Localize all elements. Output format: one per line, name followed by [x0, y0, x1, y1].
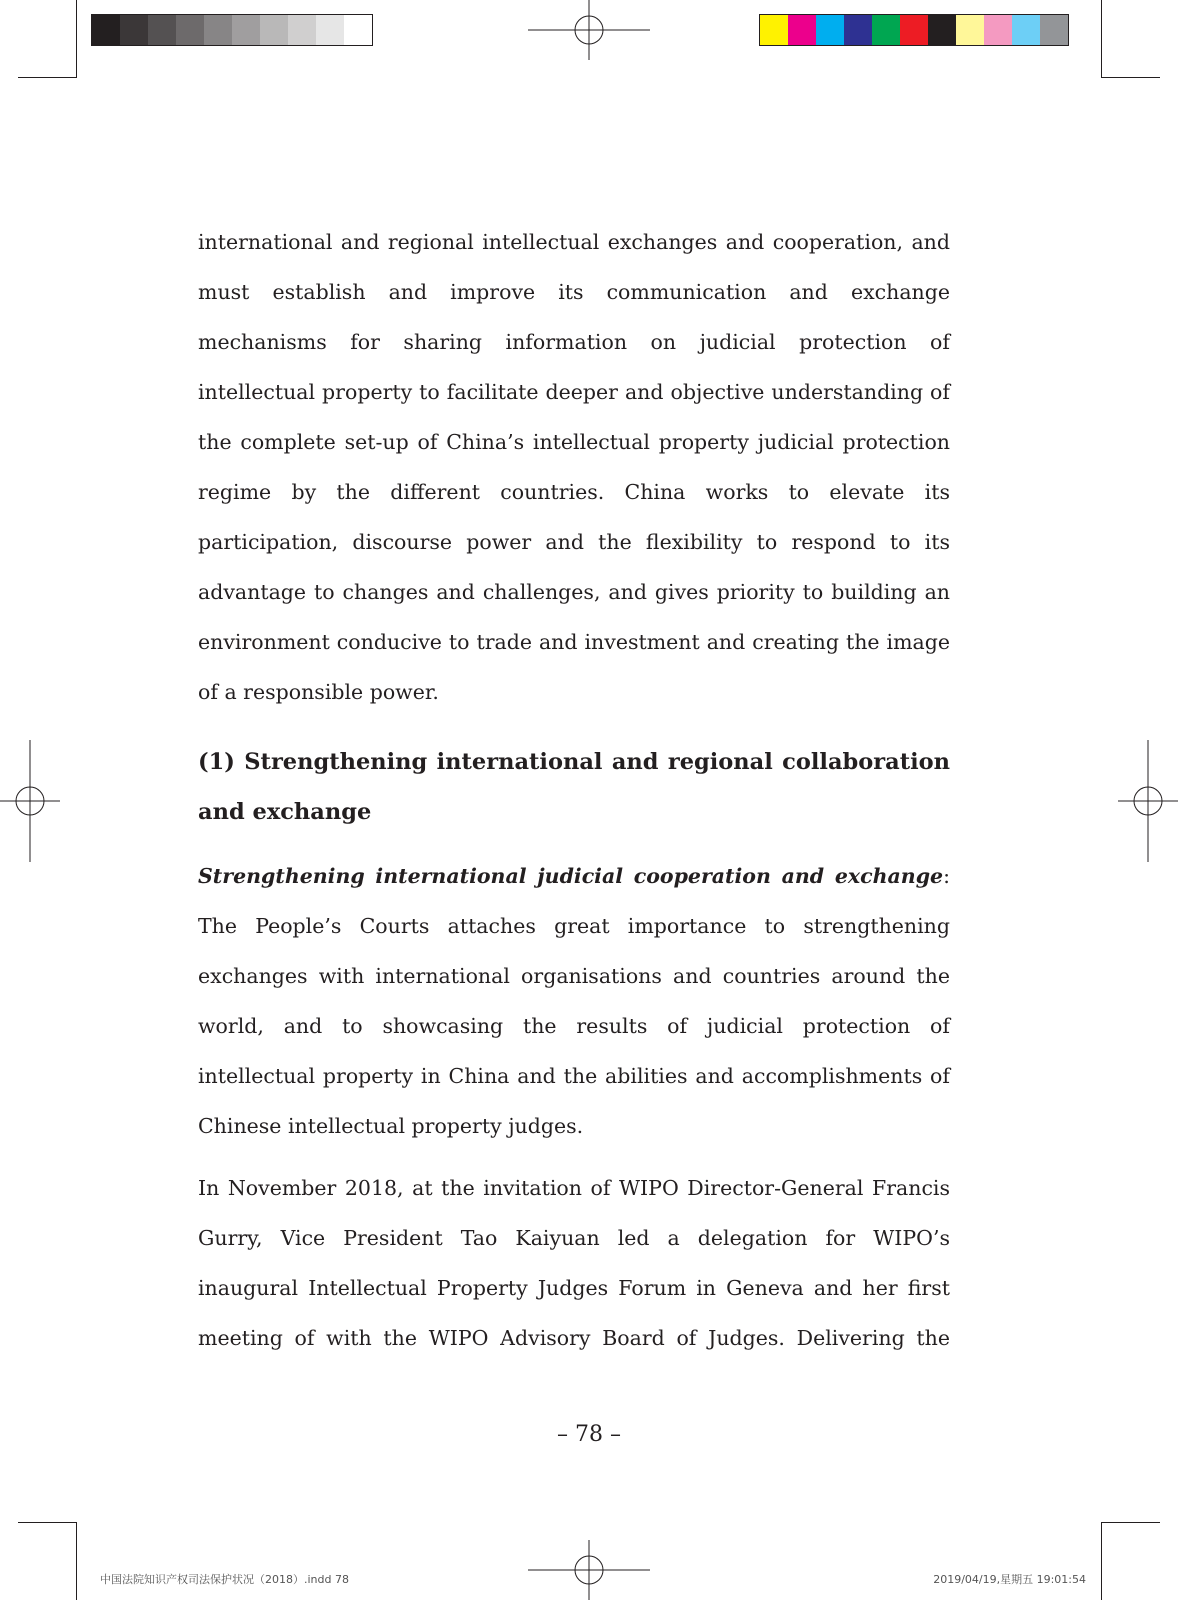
crop-mark: [1101, 1522, 1160, 1523]
color-swatch: [120, 15, 148, 45]
lead-in-colon: :: [943, 864, 950, 888]
paragraph-2-body: The People’s Courts attaches great importance to strengthening exchanges with international organisations and countries around the world, and to showcasing the results of judicial protection of intellectual property in China and the abilities and accomplishments of Chinese intellectual property judges.: [198, 914, 950, 1138]
color-swatch: [872, 15, 900, 45]
registration-mark-top: [528, 0, 650, 60]
paragraph-lead-in: Strengthening international judicial cooperation and exchange: [198, 864, 944, 888]
color-swatch: [148, 15, 176, 45]
color-swatch: [844, 15, 872, 45]
print-timestamp: 2019/04/19,星期五 19:01:54: [933, 1573, 1086, 1586]
crop-mark: [18, 1522, 77, 1523]
color-swatch: [760, 15, 788, 45]
section-heading: (1) Strengthening international and regional collaboration and exchange: [198, 749, 950, 825]
body-paragraph: [198, 1163, 950, 1363]
paragraph-3-text: In November 2018, at the invitation of WIPO Director-General Francis Gurry, Vice President Tao Kaiyuan led a delegation for WIPO’s inaugural Intellectual Property Judges Forum in Geneva and her first meeting of with the WIPO Advisory Board of Judges. Delivering the: [198, 1176, 950, 1350]
page-number: – 78 –: [557, 1422, 621, 1447]
crop-mark: [1101, 1522, 1102, 1600]
crop-mark: [76, 0, 77, 77]
paragraph-2-text: [198, 851, 950, 1151]
color-swatch: [316, 15, 344, 45]
crop-mark: [18, 77, 77, 78]
body-paragraph: [198, 851, 950, 1151]
color-swatch: [816, 15, 844, 45]
color-swatch: [928, 15, 956, 45]
color-swatch: [344, 15, 372, 45]
color-swatch: [1040, 15, 1068, 45]
crop-mark: [1101, 77, 1160, 78]
color-swatch: [204, 15, 232, 45]
registration-mark-right: [1118, 740, 1178, 862]
color-swatch: [956, 15, 984, 45]
crop-mark: [76, 1522, 77, 1600]
color-swatch: [788, 15, 816, 45]
paragraph-1-text: international and regional intellectual exchanges and cooperation, and must establish and improve its communication and exchange mechanisms for sharing information on judicial protection of intellectual property to facilitate deeper and objective understanding of the complete set-up of China’s intellectual property judicial protection regime by the different countries. China works to elevate its participation, discourse power and the flexibility to respond to its advantage to changes and challenges, and gives priority to building an environment conducive to trade and investment and creating the image of a responsible power.: [198, 230, 950, 704]
process-color-bar: [759, 14, 1069, 46]
color-swatch: [232, 15, 260, 45]
color-swatch: [288, 15, 316, 45]
crop-mark: [1101, 0, 1102, 77]
file-slug: 中国法院知识产权司法保护状况（2018）.indd 78: [100, 1573, 349, 1586]
registration-mark-left: [0, 740, 60, 862]
color-swatch: [92, 15, 120, 45]
color-swatch: [984, 15, 1012, 45]
registration-mark-bottom: [528, 1540, 650, 1600]
color-swatch: [260, 15, 288, 45]
color-swatch: [1012, 15, 1040, 45]
body-paragraph: [198, 217, 950, 717]
grayscale-color-bar: [91, 14, 373, 46]
color-swatch: [176, 15, 204, 45]
color-swatch: [900, 15, 928, 45]
